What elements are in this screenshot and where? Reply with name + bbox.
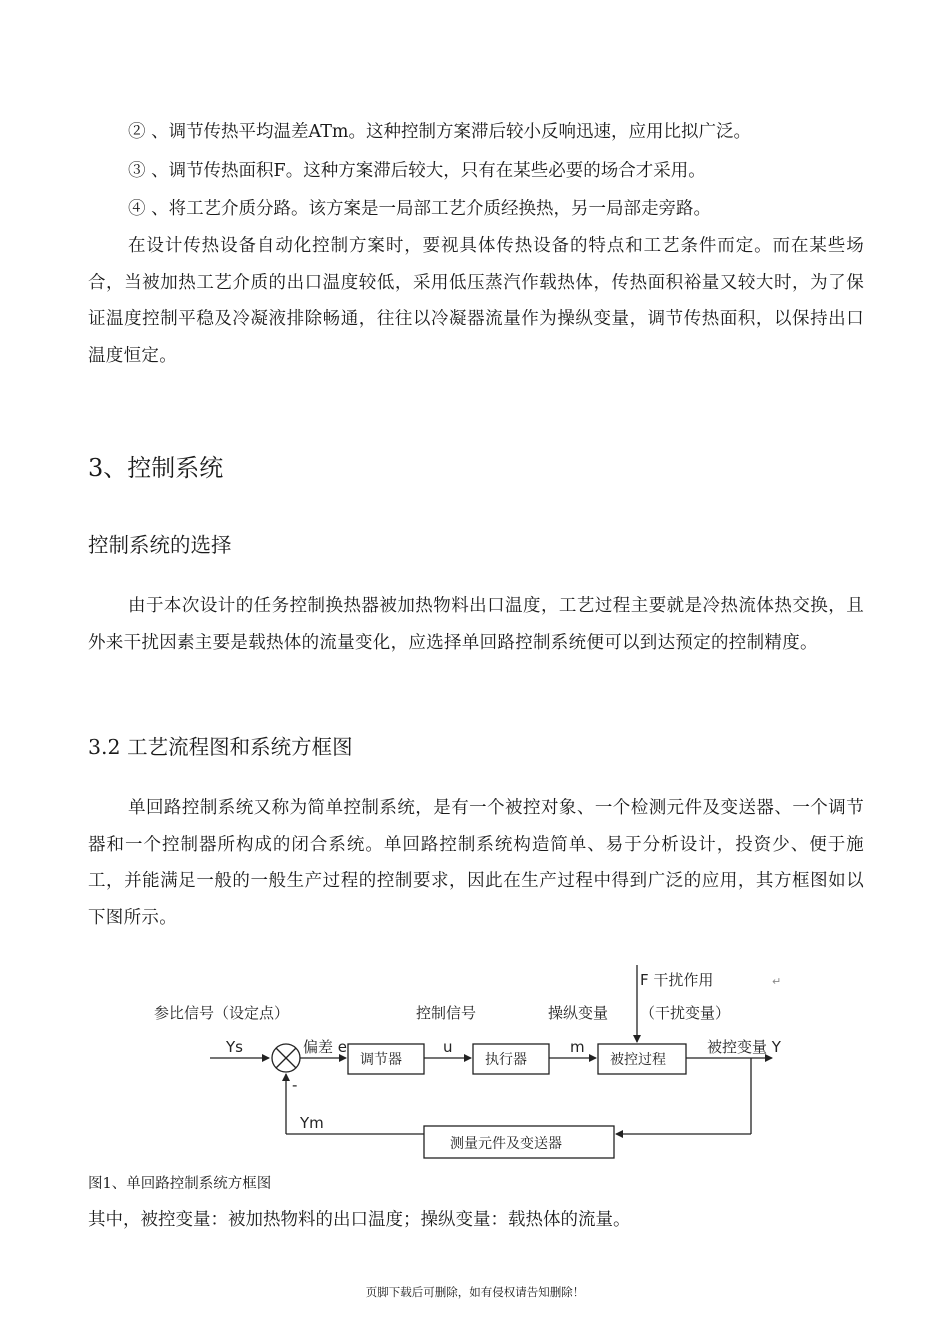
section-heading: 3、控制系统 — [88, 454, 224, 482]
paragraph-selection: 由于本次设计的任务控制换热器被加热物料出口温度，工艺过程主要就是冷热流体热交换，且外来干扰因素主要是载热体的流量变化，应选择单回路控制系统便可以到达预定的控制精度。 — [88, 596, 864, 653]
manipulated-variable-label: 操纵变量 — [548, 1004, 609, 1022]
setpoint-label: 参比信号（设定点） — [154, 1004, 290, 1022]
signal-u: u — [443, 1038, 453, 1056]
process-label: 被控过程 — [610, 1052, 666, 1068]
paragraph-single-loop: 单回路控制系统又称为简单控制系统，是有一个被控对象、一个检测元件及变送器、一个调节器和一个控制器所构成的闭合系统。单回路控制系统构造简单、易于分析设计，投资少、便于施工，并能满足一般的一般生产过程的控制要求，因此在生产过程中得到广泛的应用，其方框图如以下图所示。 — [88, 798, 864, 928]
paragraph-design: 在设计传热设备自动化控制方案时，要视具体传热设备的特点和工艺条件而定。而在某些场合，当被加热工艺介质的出口温度较低，采用低压蒸汽作载热体，传热面积裕量又较大时，为了保证温度控制平稳及冷凝液排除畅通，往往以冷凝器流量作为操纵变量，调节传热面积，以保持出口温度恒定。 — [88, 236, 864, 366]
measurement-label: 测量元件及变送器 — [450, 1136, 562, 1152]
subheading-selection: 控制系统的选择 — [88, 533, 232, 557]
list-item-4: ④ 、将工艺介质分路。该方案是一局部工艺介质经换热，另一局部走旁路。 — [128, 199, 712, 219]
disturbance-variable-label: （干扰变量） — [640, 1004, 731, 1022]
list-item-3: ③ 、调节传热面积F。这种方案滞后较大，只有在某些必要的场合才采用。 — [128, 161, 706, 181]
signal-error: 偏差 e — [303, 1038, 347, 1056]
minus-sign: - — [292, 1076, 298, 1094]
signal-ys: Ys — [226, 1038, 243, 1056]
block-diagram — [140, 960, 820, 1170]
disturbance-label: F 干扰作用 — [640, 971, 714, 989]
subheading-flow-diagram: 3.2 工艺流程图和系统方框图 — [88, 735, 353, 759]
actuator-label: 执行器 — [485, 1052, 527, 1068]
signal-ym: Ym — [300, 1114, 324, 1132]
page-footer: 页脚下载后可删除，如有侵权请告知删除！ — [365, 1285, 585, 1299]
signal-output: 被控变量 Y — [707, 1038, 781, 1056]
closing-note: 其中，被控变量：被加热物料的出口温度；操纵变量：载热体的流量。 — [88, 1210, 631, 1230]
return-mark: ↵ — [772, 975, 782, 988]
figure-caption: 图1、单回路控制系统方框图 — [88, 1176, 272, 1192]
controller-label: 调节器 — [360, 1052, 402, 1068]
list-item-2: ② 、调节传热平均温差ATm。这种控制方案滞后较小反响迅速，应用比拟广泛。 — [128, 122, 752, 142]
control-signal-label: 控制信号 — [416, 1004, 477, 1022]
signal-m: m — [570, 1038, 585, 1056]
